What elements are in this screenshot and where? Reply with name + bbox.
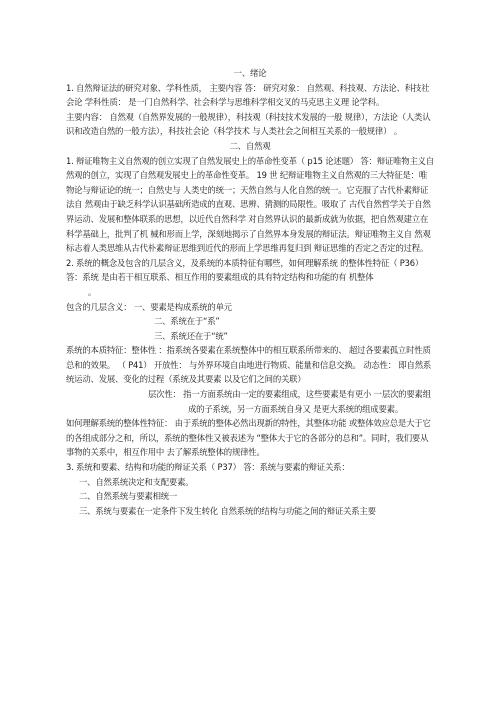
paragraph-q1-dialectical-materialism: 1. 辩证唯物主义自然观的创立实现了自然发展史上的革命性变革（ p15 论述题） 答：辩证唯物主义自然观的创立，实现了自然观发展史上的革命性变革。 19 世 纪辩证唯物主义自然观的三大特征是：唯物论与辩证论的统一；自然史与 人类史的统一；天然自然与人化自然的统一。它克服了古代朴素辩证法自 然观由于缺乏科学认识基础所造成的直观、思辨、猜测的局限性。吸取了 古代自然哲学关于自然界运动、发展和整体联系的思想，以近代自然科学 对自然界认识的最新成就为依据，把自然观建立在科学基础上，批判了机 械和形而上学，深刻地揭示了自然界本身发展的辩证法。辩证唯物主义自 然观标志着人类思维从古代朴素辩证思维到近代的形而上学思维再复归到 辩证思维的否定之否定的过程。: [66, 155, 434, 254]
list-meaning-1: 包含的几层含义： 一、要素是构成系统的单元: [66, 301, 232, 312]
paragraph-main-content: 主要内容： 自然观（自然界发展的一般规律），科技观（科技技术发展的一般 规律），方法论（人类认识和改造自然的一般方法），科技社会论（科学技术 与人类社会之间相互关系的一般规律） 。: [66, 111, 431, 137]
paragraph-q1: 1. 自然辩证法的研究对象、学科性质， 主要内容 答： 研究对象： 自然观、科技观、方法论、科技社会论 学科性质： 是一门自然科学、社会科学与思维科学相交叉的马克思主义理 论学科。: [66, 82, 430, 108]
list-meaning-3: 三、系统还在于“统”: [154, 330, 228, 341]
section-heading-nature-view: 二、自然观: [229, 140, 271, 151]
paragraph-q3-dialectical-relations: 3. 系统和要素、结构和功能的辩证关系（ P37） 答：系统与要素的辩证关系：: [66, 462, 350, 473]
list-relation-2: 二、自然系统与要素相统一: [79, 491, 178, 502]
paragraph-period: 。: [88, 286, 97, 297]
paragraph-system-definition: 答：系统 是由若干相互联系、相互作用的要素组成的具有特定结构和功能的有 机整体: [66, 272, 374, 283]
paragraph-essential-features: 系统的本质特征：整体性 ：指系统各要素在系统整体中的相互联系所带来的、 超过各要素孤立时性质总和的效果。 （ P41） 开放性： 与外界环境自由地进行物质、能量和信息交换。 动态性： 即自然系统运动、发展、变化的过程（系统及其要素 以及它们之间的关联）: [66, 345, 432, 385]
paragraph-wholeness-understanding: 如何理解系统的整体性特征： 由于系统的整体必然出现新的特性，其整体功能 或整体效应总是大于它的各组成部分之和，所以，系统的整体性又被表述为 “整体大于它的各部分的总和”。同时，我们要从事物的关系中，相互作用中 去了解系统整体的规律性。: [66, 418, 431, 458]
paragraph-q2-system-concept: 2. 系统的概念及包含的几层含义，及系统的本质特征有哪些，如何理解系统 的整体性特征（ P36）: [66, 257, 424, 268]
list-relation-3: 三、系统与要素在一定条件下发生转化 自然系统的结构与功能之间的辩证关系主要: [79, 505, 376, 516]
paragraph-hierarchy: 层次性： 指一方面系统由一定的要素组成，这些要素是有更小 一层次的要素组成的子系统，另一方面系统自身又 是更大系统的组成要素。: [148, 389, 431, 414]
section-heading-intro: 一、绪论: [233, 68, 267, 78]
list-relation-1: 一、自然系统决定和支配要素。: [79, 476, 194, 487]
document-body: [66, 66, 434, 518]
list-meaning-2: 二、系统在于“系”: [154, 316, 220, 327]
